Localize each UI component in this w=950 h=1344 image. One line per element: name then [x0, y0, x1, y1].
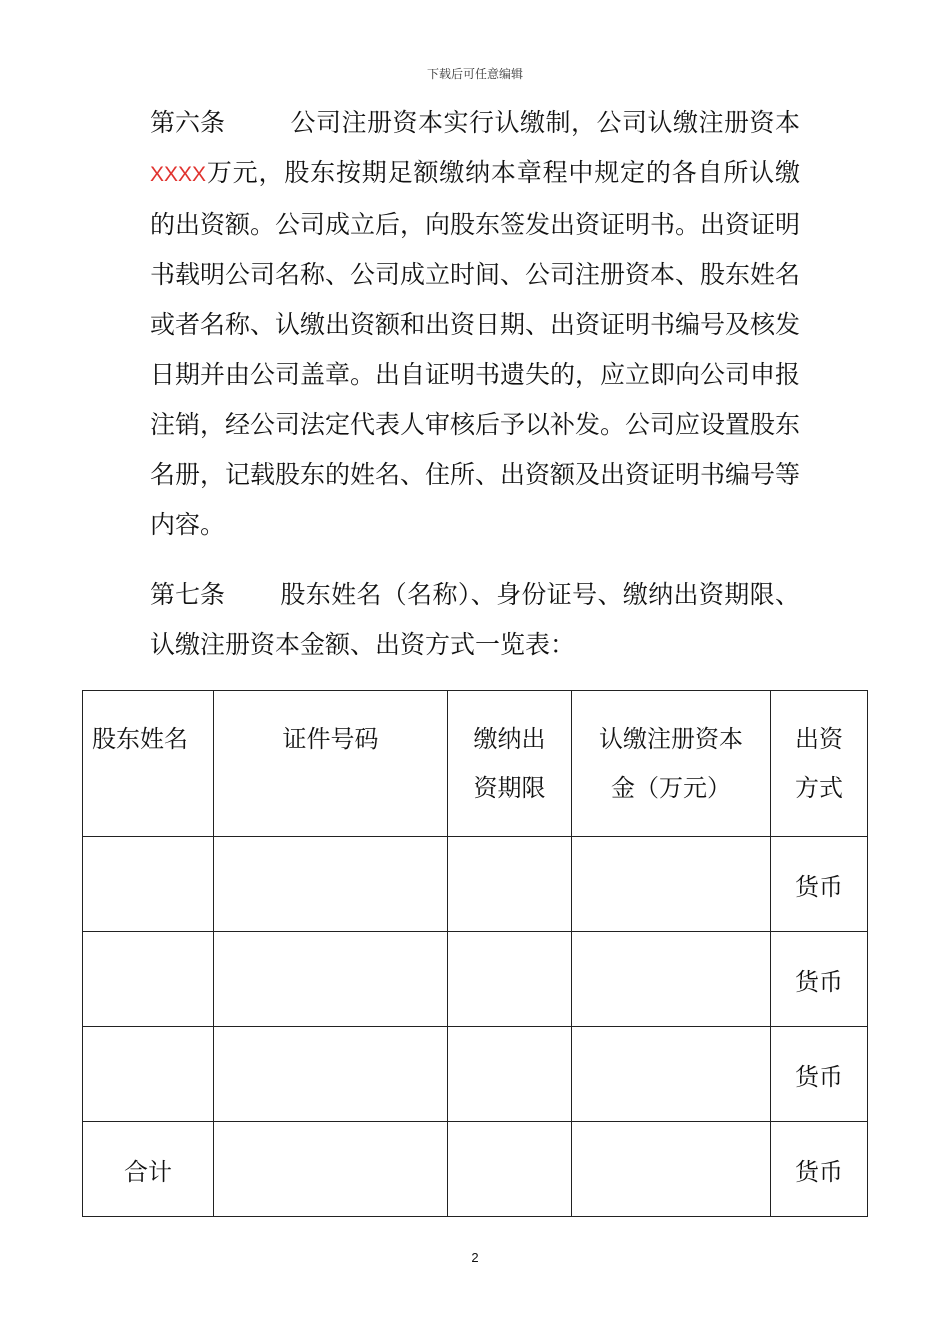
- article-6-text-a: 公司注册资本实行认缴制，公司认缴注册资本: [290, 108, 800, 137]
- shareholder-table: [82, 690, 868, 1217]
- cell-id-number: [214, 1027, 448, 1122]
- cell-id-number: [214, 837, 448, 932]
- cell-total-label: 合计: [83, 1122, 214, 1217]
- cell-method: 货币: [771, 932, 868, 1027]
- header-id-number: 证件号码: [214, 691, 448, 837]
- cell-capital: [572, 1027, 771, 1122]
- header-subscribed-capital: 认缴注册资本 金（万元）: [572, 691, 771, 837]
- table-total-row: [83, 1122, 868, 1217]
- cell-period: [448, 932, 572, 1027]
- article-7-text: 股东姓名（名称）、身份证号、缴纳出资期限、认缴注册资本金额、出资方式一览表：: [150, 580, 800, 659]
- table-row: [83, 1027, 868, 1122]
- cell-method: 货币: [771, 837, 868, 932]
- cell-period: [448, 837, 572, 932]
- header-shareholder-name: 股东姓名: [83, 691, 214, 837]
- article-7-paragraph: [150, 570, 800, 670]
- cell-capital: [572, 1122, 771, 1217]
- table-row: [83, 837, 868, 932]
- page-number: 2: [471, 1250, 479, 1265]
- article-6-paragraph: [150, 98, 800, 550]
- capital-placeholder: XXXX: [150, 163, 207, 186]
- cell-period: [448, 1027, 572, 1122]
- header-contribution-method: 出资 方式: [771, 691, 868, 837]
- cell-id-number: [214, 932, 448, 1027]
- article-6-label: 第六条: [150, 108, 226, 137]
- table-row: [83, 932, 868, 1027]
- cell-name: [83, 837, 214, 932]
- cell-name: [83, 932, 214, 1027]
- cell-name: [83, 1027, 214, 1122]
- cell-capital: [572, 837, 771, 932]
- cell-method: 货币: [771, 1027, 868, 1122]
- cell-period: [448, 1122, 572, 1217]
- page-header-note: 下载后可任意编辑: [426, 67, 523, 81]
- header-payment-period: 缴纳出 资期限: [448, 691, 572, 837]
- table-header-row: [83, 691, 868, 837]
- article-6-text-b: 万元，股东按期足额缴纳本章程中规定的各自所认缴的出资额。公司成立后，向股东签发出资证明书。出资证明书载明公司名称、公司成立时间、公司注册资本、股东姓名或者名称、认缴出资额和出资日期、出资证明书编号及核发日期并由公司盖章。出自证明书遗失的，应立即向公司申报注销，经公司法定代表人审核后予以补发。公司应设置股东名册，记载股东的姓名、住所、出资额及出资证明书编号等内容。: [150, 158, 801, 539]
- cell-capital: [572, 932, 771, 1027]
- cell-method: 货币: [771, 1122, 868, 1217]
- article-7-label: 第七条: [150, 580, 226, 609]
- cell-id-number: [214, 1122, 448, 1217]
